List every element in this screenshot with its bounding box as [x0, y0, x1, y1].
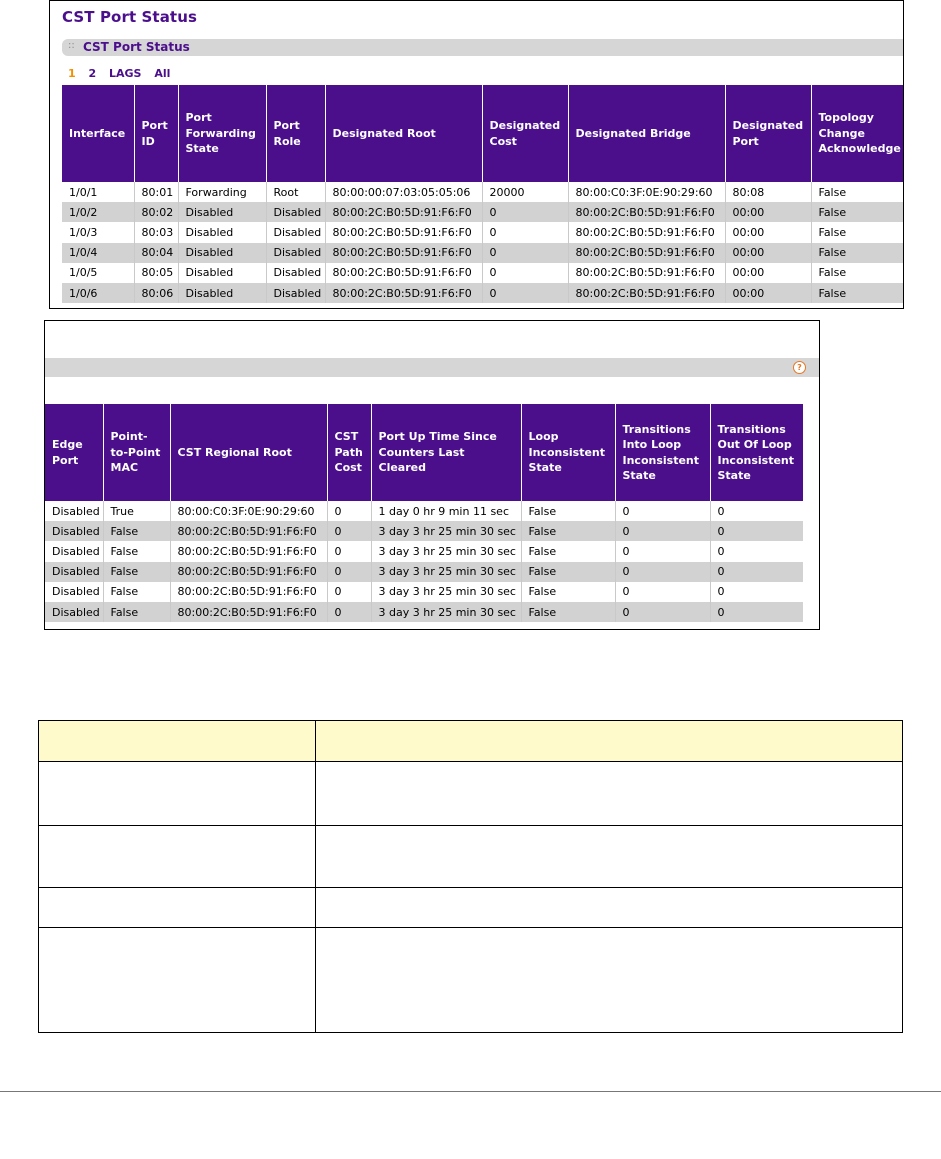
table-cell: 80:00:2C:B0:5D:91:F6:F0: [568, 222, 725, 242]
table-cell: False: [811, 202, 904, 222]
table-row[interactable]: [62, 263, 904, 283]
table-cell: 0: [615, 521, 710, 541]
section-header[interactable]: [45, 358, 819, 377]
table-cell: 0: [482, 243, 568, 263]
table-cell: True: [103, 501, 170, 521]
table-cell: 1/0/1: [62, 182, 134, 202]
port-status-table: [62, 85, 904, 303]
table-cell: 00:00: [725, 222, 811, 242]
table-cell: 0: [710, 521, 803, 541]
table-cell: Disabled: [45, 562, 103, 582]
table-cell: False: [818, 185, 847, 199]
desc-header-row: [39, 721, 903, 762]
col-header: Topology Change Acknowledge: [811, 85, 904, 182]
table-cell: 0: [327, 541, 371, 561]
table-cell: 80:00:2C:B0:5D:91:F6:F0: [568, 243, 725, 263]
table-cell: 20000: [482, 182, 568, 202]
table-cell: 00:00: [725, 283, 811, 303]
table-cell: Disabled: [178, 283, 266, 303]
unit-link-2[interactable]: 2: [88, 67, 97, 80]
table-cell: False: [521, 501, 615, 521]
table-cell: 0: [327, 521, 371, 541]
desc-cell: [39, 928, 316, 1033]
table-cell: 0: [327, 582, 371, 602]
table-cell: 80:00:2C:B0:5D:91:F6:F0: [325, 263, 482, 283]
col-header: Transitions Out Of Loop Inconsistent State: [710, 404, 803, 501]
table-cell: Disabled: [266, 283, 325, 303]
table-cell: Disabled: [45, 521, 103, 541]
table-cell: False: [521, 562, 615, 582]
table-header-row: [45, 404, 803, 501]
port-status-table-2: [45, 404, 803, 622]
unit-link-1[interactable]: 1: [68, 67, 76, 80]
table-cell: 0: [717, 504, 725, 518]
table-cell: 1/0/4: [62, 243, 134, 263]
desc-cell: [316, 888, 903, 928]
table-cell: 80:00:00:07:03:05:05:06: [325, 182, 482, 202]
table-cell: Disabled: [178, 263, 266, 283]
field-description-table: [38, 720, 903, 1031]
table-cell: 0: [482, 283, 568, 303]
table-row[interactable]: [45, 521, 803, 541]
table-cell: False: [521, 602, 615, 622]
desc-cell: [316, 928, 903, 1033]
table-cell: 80:00:2C:B0:5D:91:F6:F0: [325, 243, 482, 263]
desc-row: [39, 888, 903, 928]
table-cell: 80:00:2C:B0:5D:91:F6:F0: [170, 541, 327, 561]
table-row[interactable]: [45, 582, 803, 602]
table-cell: False: [103, 521, 170, 541]
unit-selector: [68, 67, 179, 80]
table-row[interactable]: [45, 541, 803, 561]
table-row[interactable]: [45, 501, 803, 521]
table-cell: False: [818, 266, 847, 280]
cst-port-status-panel: [49, 0, 904, 309]
desc-row: [39, 762, 903, 826]
table-cell: 0: [327, 562, 371, 582]
table-cell: 0: [615, 562, 710, 582]
table-cell: 00:00: [725, 243, 811, 263]
table-cell: 80:00:2C:B0:5D:91:F6:F0: [170, 602, 327, 622]
table-cell: 0: [615, 602, 710, 622]
table-header-row: [62, 85, 904, 182]
table-cell: False: [521, 541, 615, 561]
table-cell: Disabled: [45, 602, 103, 622]
col-header: Port Role: [266, 85, 325, 182]
col-header: Port Forwarding State: [178, 85, 266, 182]
col-header: Designated Root: [325, 85, 482, 182]
table-cell: 80:00:2C:B0:5D:91:F6:F0: [568, 263, 725, 283]
table-cell: 1 day 0 hr 9 min 11 sec: [371, 501, 521, 521]
table-cell: 80:00:C0:3F:0E:90:29:60: [170, 501, 327, 521]
desc-header-cell: [39, 721, 316, 762]
col-header: CST Regional Root: [170, 404, 327, 501]
desc-cell: [316, 762, 903, 826]
table-cell: 1/0/3: [62, 222, 134, 242]
col-header: Point-to-Point MAC: [103, 404, 170, 501]
table-cell: 80:00:2C:B0:5D:91:F6:F0: [325, 222, 482, 242]
table-cell: False: [103, 582, 170, 602]
table-cell: Disabled: [45, 541, 103, 561]
table-cell: 0: [710, 562, 803, 582]
table-cell: Disabled: [266, 263, 325, 283]
table-cell: 0: [710, 602, 803, 622]
table-cell: 80:00:2C:B0:5D:91:F6:F0: [170, 562, 327, 582]
col-header: Designated Bridge: [568, 85, 725, 182]
table-cell: 80:00:2C:B0:5D:91:F6:F0: [568, 202, 725, 222]
table-cell: Root: [266, 182, 325, 202]
table-cell: 80:00:2C:B0:5D:91:F6:F0: [170, 582, 327, 602]
table-row[interactable]: [45, 602, 803, 622]
table-row[interactable]: [45, 562, 803, 582]
table-cell: False: [811, 283, 904, 303]
table-cell: Disabled: [45, 501, 103, 521]
table-cell: 1/0/2: [62, 202, 134, 222]
table-cell: 80:08: [725, 182, 811, 202]
table-cell: 0: [482, 222, 568, 242]
col-header: Port ID: [134, 85, 178, 182]
col-header: Loop Inconsistent State: [521, 404, 615, 501]
drag-handle-icon[interactable]: ::: [68, 40, 75, 51]
table-cell: False: [103, 541, 170, 561]
footer-divider: [0, 1091, 941, 1092]
table-cell: False: [521, 582, 615, 602]
help-icon[interactable]: ?: [793, 361, 806, 374]
table-cell: 80:05: [134, 263, 178, 283]
table-cell: 0: [327, 602, 371, 622]
table-cell: False: [818, 225, 847, 239]
table-cell: 1/0/5: [62, 263, 134, 283]
table-cell: Disabled: [266, 202, 325, 222]
col-header: CST Path Cost: [327, 404, 371, 501]
table-cell: 0: [717, 585, 725, 599]
col-header: Designated Port: [725, 85, 811, 182]
table-cell: 00:00: [725, 263, 811, 283]
table-cell: 0: [717, 544, 725, 558]
page-title: CST Port Status: [62, 8, 198, 26]
col-header: Transitions Into Loop Inconsistent State: [615, 404, 710, 501]
table-cell: 80:00:2C:B0:5D:91:F6:F0: [170, 521, 327, 541]
table-row[interactable]: [62, 222, 904, 242]
table-cell: 80:02: [134, 202, 178, 222]
desc-cell: [39, 762, 316, 826]
table-cell: Disabled: [178, 222, 266, 242]
desc-header-cell: [316, 721, 903, 762]
table-cell: 00:00: [725, 202, 811, 222]
table-cell: 0: [327, 501, 371, 521]
desc-row: [39, 826, 903, 888]
table-cell: 3 day 3 hr 25 min 30 sec: [371, 582, 521, 602]
table-cell: 80:00:C0:3F:0E:90:29:60: [568, 182, 725, 202]
table-row[interactable]: [62, 283, 904, 303]
unit-link-all[interactable]: All: [154, 67, 171, 80]
desc-cell: [39, 888, 316, 928]
table-row[interactable]: [62, 202, 904, 222]
col-header: Edge Port: [45, 404, 103, 501]
table-cell: 0: [615, 501, 710, 521]
table-cell: False: [103, 562, 170, 582]
table-cell: 80:00:2C:B0:5D:91:F6:F0: [568, 283, 725, 303]
desc-row: [39, 928, 903, 1033]
table-cell: False: [811, 243, 904, 263]
section-header[interactable]: [62, 39, 903, 56]
table-cell: 3 day 3 hr 25 min 30 sec: [371, 562, 521, 582]
table-cell: 3 day 3 hr 25 min 30 sec: [371, 602, 521, 622]
unit-link-lags[interactable]: LAGS: [109, 67, 142, 80]
table-cell: 80:00:2C:B0:5D:91:F6:F0: [325, 283, 482, 303]
table-row[interactable]: [62, 182, 904, 202]
table-cell: False: [521, 521, 615, 541]
table-cell: 0: [615, 541, 710, 561]
table-cell: 3 day 3 hr 25 min 30 sec: [371, 541, 521, 561]
section-title: CST Port Status: [83, 40, 190, 54]
table-cell: 0: [615, 582, 710, 602]
table-cell: Disabled: [178, 202, 266, 222]
table-cell: Disabled: [266, 222, 325, 242]
col-header: Interface: [62, 85, 134, 182]
table-cell: 0: [482, 263, 568, 283]
table-cell: 0: [482, 202, 568, 222]
desc-cell: [39, 826, 316, 888]
table-cell: Disabled: [266, 243, 325, 263]
table-cell: False: [103, 602, 170, 622]
table-cell: 80:04: [134, 243, 178, 263]
table-cell: 1/0/6: [62, 283, 134, 303]
table-cell: Disabled: [178, 243, 266, 263]
col-header: Port Up Time Since Counters Last Cleared: [371, 404, 521, 501]
table-cell: 80:01: [134, 182, 178, 202]
table-row[interactable]: [62, 243, 904, 263]
table-cell: 80:06: [134, 283, 178, 303]
cst-port-status-panel-continued: [44, 320, 820, 630]
table-cell: 80:00:2C:B0:5D:91:F6:F0: [325, 202, 482, 222]
table-cell: 80:03: [134, 222, 178, 242]
desc-cell: [316, 826, 903, 888]
table-cell: Forwarding: [178, 182, 266, 202]
table-cell: 3 day 3 hr 25 min 30 sec: [371, 521, 521, 541]
table-cell: Disabled: [45, 582, 103, 602]
col-header: Designated Cost: [482, 85, 568, 182]
